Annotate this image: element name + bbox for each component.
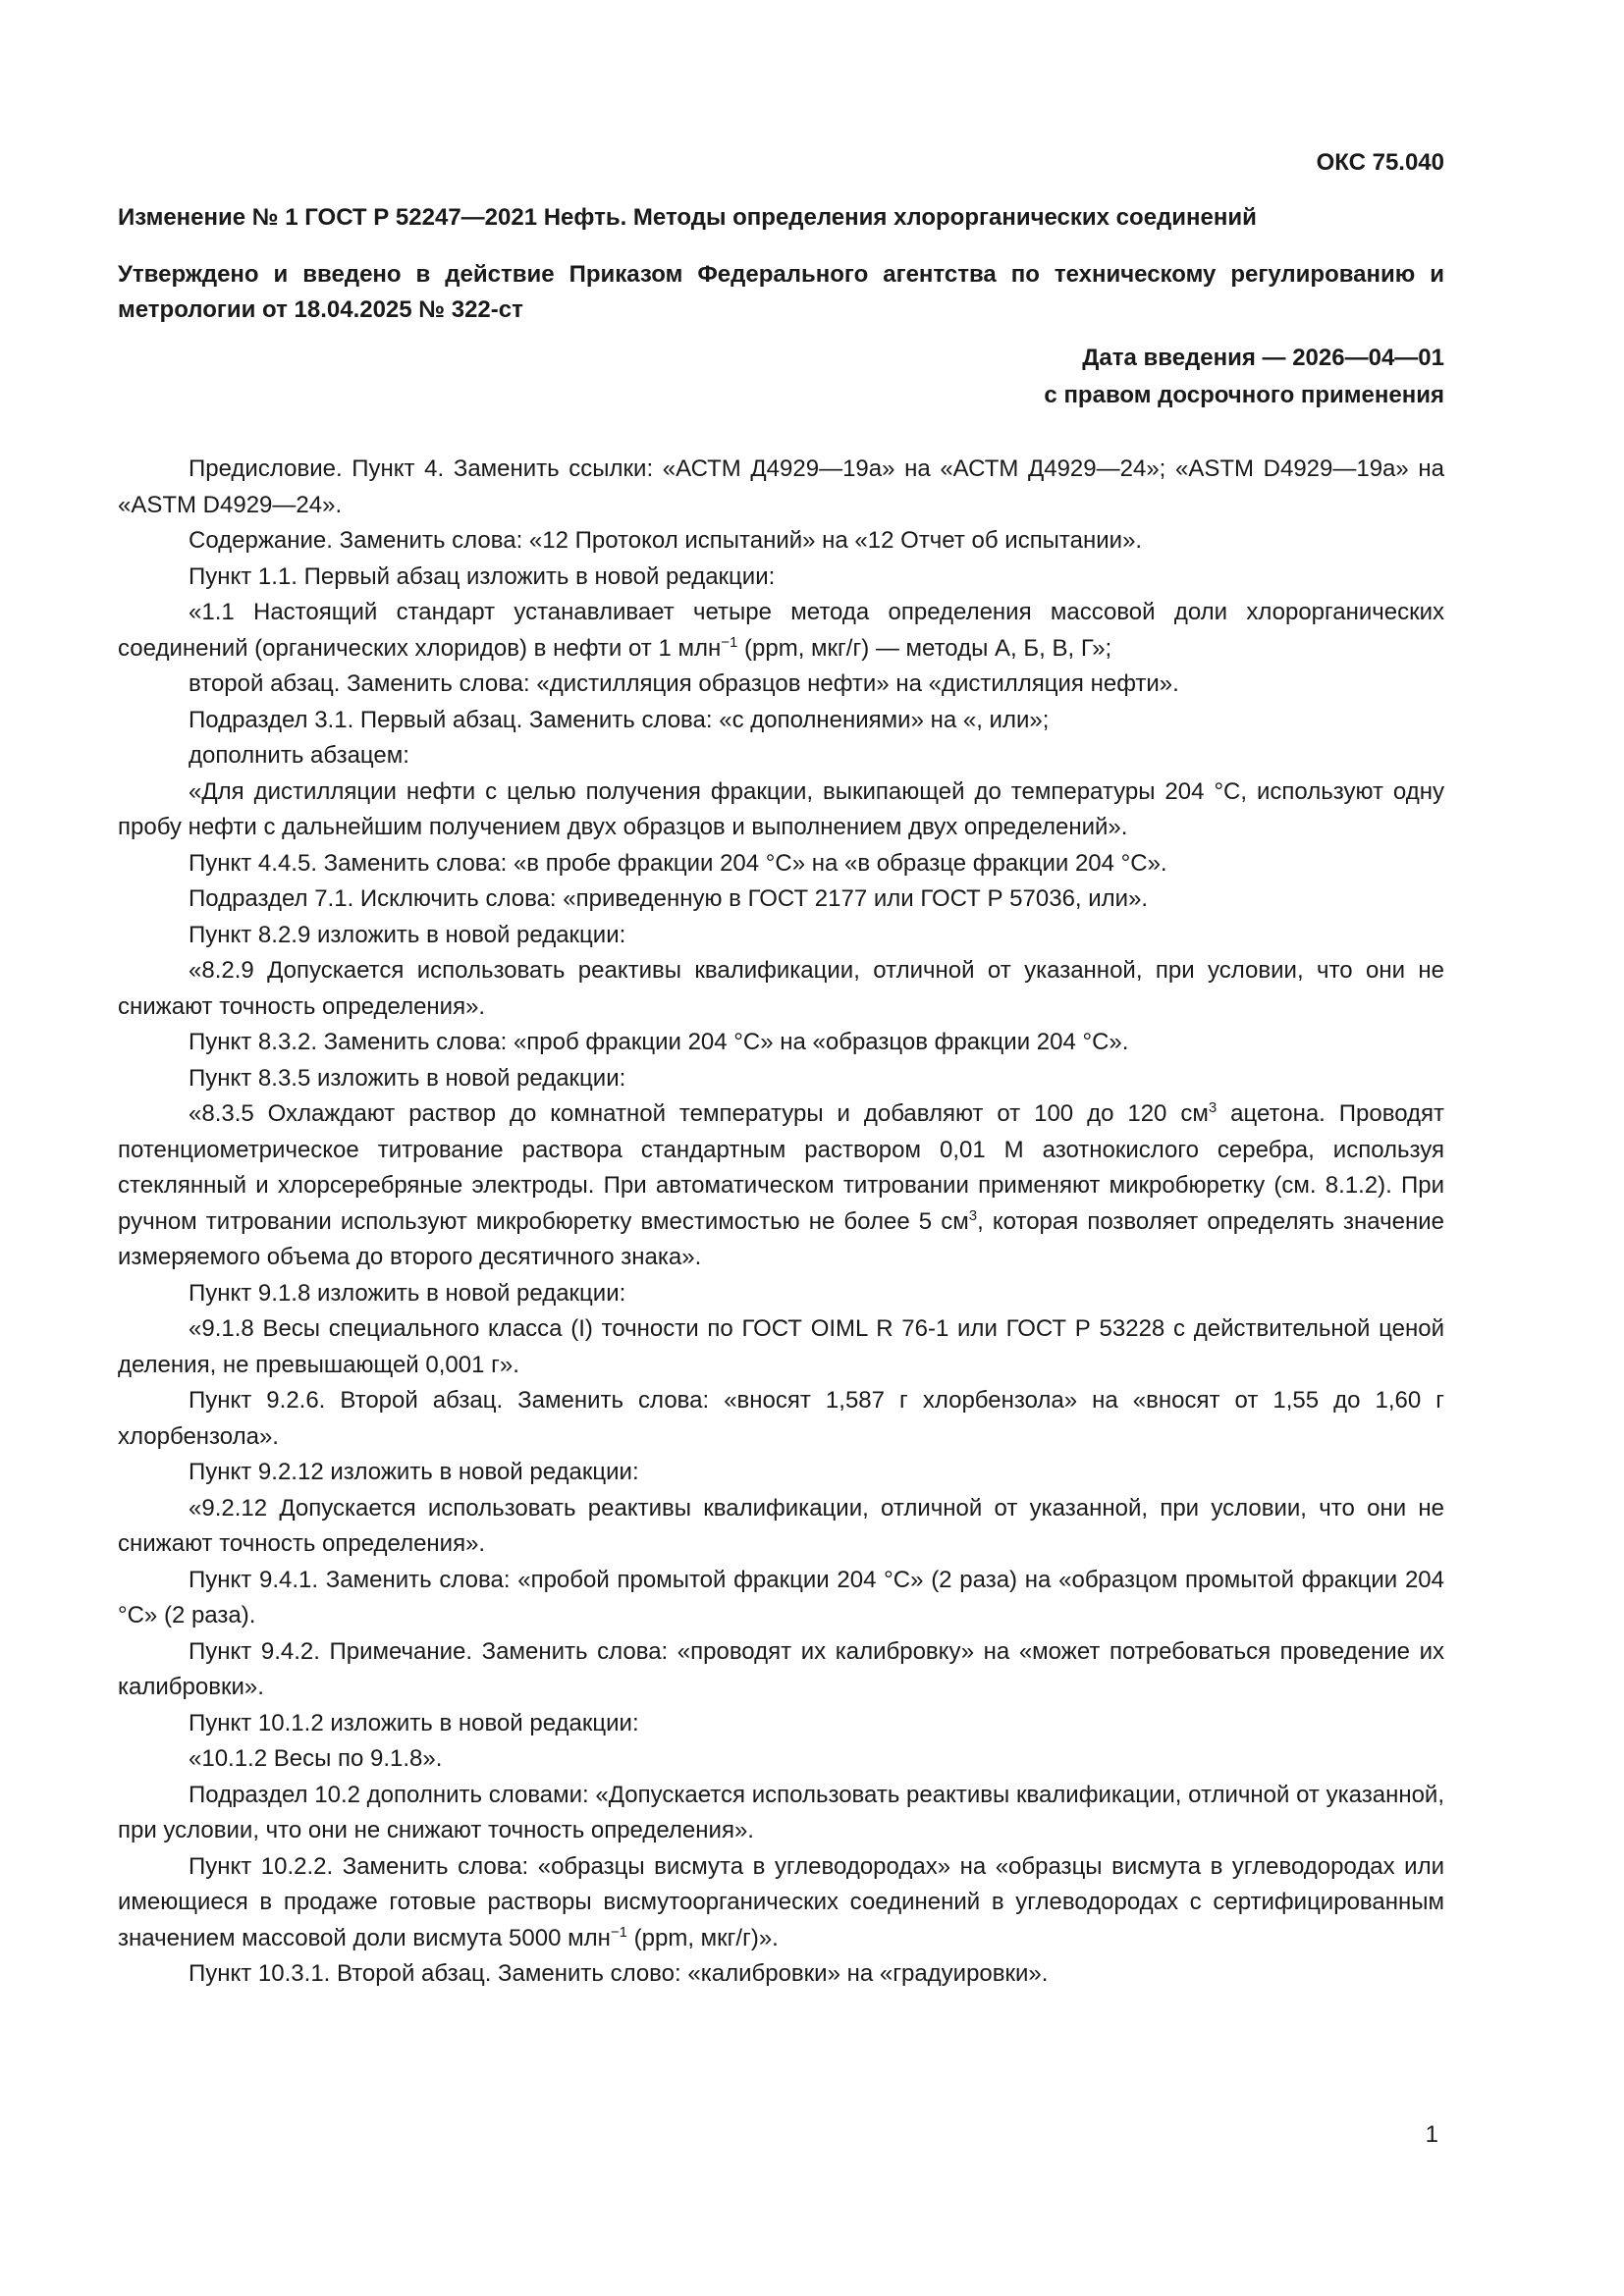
introduction-date: Дата введения — 2026—04—01 (1082, 345, 1444, 371)
paragraph-text: Пункт 10.2.2. Заменить слова: «образцы висмута в углеводородах» на «образцы висмута в углеводородах или имеющиеся в продаже готовые растворы висмутоорганических соединений в углеводородах с сертифицированным значением массовой доли висмута 5000 млн (118, 1852, 1444, 1951)
paragraph: второй абзац. Заменить слова: «дистилляция образцов нефти» на «дистилляция нефти». (189, 670, 1179, 697)
paragraph-text: (ppm, мкг/г) — методы А, Б, В, Г»; (737, 634, 1112, 662)
amendment-title: Изменение № 1 ГОСТ Р 52247—2021 Нефть. Методы определения хлорорганических соединений (118, 204, 1257, 231)
paragraph: Пункт 8.2.9 изложить в новой редакции: (189, 921, 626, 948)
paragraph: Содержание. Заменить слова: «12 Протокол испытаний» на «12 Отчет об испытании». (189, 527, 1143, 554)
paragraph: Подраздел 3.1. Первый абзац. Заменить слова: «с дополнениями» на «, или»; (189, 706, 1050, 733)
paragraph: дополнить абзацем: (189, 742, 409, 769)
paragraph: Предисловие. Пункт 4. Заменить ссылки: «АСТМ Д4929—19а» на «АСТМ Д4929—24»; «ASTM D4929—19a» на «ASTM D4929—24». (118, 455, 1444, 518)
paragraph (118, 595, 1444, 667)
paragraph: Пункт 9.4.2. Примечание. Заменить слова: «проводят их калибровку» на «может потребоваться проведение их калибровки». (118, 1637, 1444, 1700)
paragraph (118, 1849, 1444, 1957)
amendment-body (118, 452, 1444, 1993)
paragraph: Пункт 10.1.2 изложить в новой редакции: (189, 1709, 639, 1736)
paragraph: Пункт 8.3.5 изложить в новой редакции: (189, 1064, 626, 1092)
page-number: 1 (1425, 2121, 1438, 2148)
paragraph: «9.1.8 Весы специального класса (I) точности по ГОСТ OIML R 76-1 или ГОСТ Р 53228 с действительной ценой деления, не превышающей 0,001 г». (118, 1315, 1444, 1378)
paragraph: Пункт 10.3.1. Второй абзац. Заменить слово: «калибровки» на «градуировки». (189, 1960, 1049, 1987)
early-application-note: с правом досрочного применения (1044, 382, 1444, 408)
paragraph: Подраздел 10.2 дополнить словами: «Допускается использовать реактивы квалификации, отличной от указанной, при условии, что они не снижают точность определения». (118, 1781, 1444, 1843)
superscript: 3 (968, 1206, 978, 1224)
paragraph: Пункт 1.1. Первый абзац изложить в новой редакции: (189, 562, 776, 590)
paragraph-text: , которая позволяет определять значение измеряемого объема до второго десятичного знака». (118, 1207, 1444, 1270)
superscript: −1 (610, 1923, 627, 1941)
superscript: −1 (721, 633, 738, 651)
superscript: 3 (1208, 1099, 1218, 1116)
paragraph: «9.2.12 Допускается использовать реактивы квалификации, отличной от указанной, при условии, что они не снижают точность определения». (118, 1494, 1444, 1557)
paragraph: Пункт 4.4.5. Заменить слова: «в пробе фракции 204 °С» на «в образце фракции 204 °С». (189, 849, 1167, 877)
approval-statement: Утверждено и введено в действие Приказом Федерального агентства по техническому регулированию и метрологии от 18.04.2025 № 322-ст (118, 261, 1444, 323)
paragraph-text: «8.3.5 Охлаждают раствор до комнатной температуры и добавляют от 100 до 120 см (189, 1100, 1209, 1127)
paragraph: Пункт 8.3.2. Заменить слова: «проб фракции 204 °С» на «образцов фракции 204 °С». (189, 1029, 1129, 1055)
introduction-date-block (1044, 340, 1444, 414)
paragraph: «10.1.2 Весы по 9.1.8». (189, 1745, 443, 1772)
paragraph: «8.2.9 Допускается использовать реактивы квалификации, отличной от указанной, при условии, что они не снижают точность определения». (118, 957, 1444, 1020)
paragraph: Пункт 9.1.8 изложить в новой редакции: (189, 1279, 626, 1307)
classification-code: ОКС 75.040 (1316, 149, 1444, 176)
paragraph (118, 1096, 1444, 1276)
paragraph: Пункт 9.2.12 изложить в новой редакции: (189, 1459, 639, 1485)
paragraph: «Для дистилляции нефти с целью получения фракции, выкипающей до температуры 204 °С, используют одну пробу нефти с дальнейшим получением двух образцов и выполнением двух определений». (118, 777, 1444, 840)
paragraph-text: «1.1 Настоящий стандарт устанавливает четыре метода определения массовой доли хлорорганических соединений (органических хлоридов) в нефти от 1 млн (118, 599, 1444, 662)
paragraph-text: (ppm, мкг/г)». (626, 1924, 779, 1951)
paragraph-text: ацетона. Проводят потенциометрическое титрование раствора стандартным раствором 0,01 М азотнокислого серебра, используя стеклянный и хлорсеребряные электроды. При автоматическом титровании применяют микробюретку (см. 8.1.2). При ручном титровании используют микробюретку вместимостью не более 5 см (118, 1100, 1445, 1235)
paragraph: Пункт 9.2.6. Второй абзац. Заменить слова: «вносят 1,587 г хлорбензола» на «вносят от 1,55 до 1,60 г хлорбензола». (118, 1387, 1444, 1450)
document-page (118, 0, 1444, 2296)
paragraph: Подраздел 7.1. Исключить слова: «приведенную в ГОСТ 2177 или ГОСТ Р 57036, или». (189, 885, 1149, 912)
paragraph: Пункт 9.4.1. Заменить слова: «пробой промытой фракции 204 °С» (2 раза) на «образцом промытой фракции 204 °С» (2 раза). (118, 1566, 1444, 1629)
